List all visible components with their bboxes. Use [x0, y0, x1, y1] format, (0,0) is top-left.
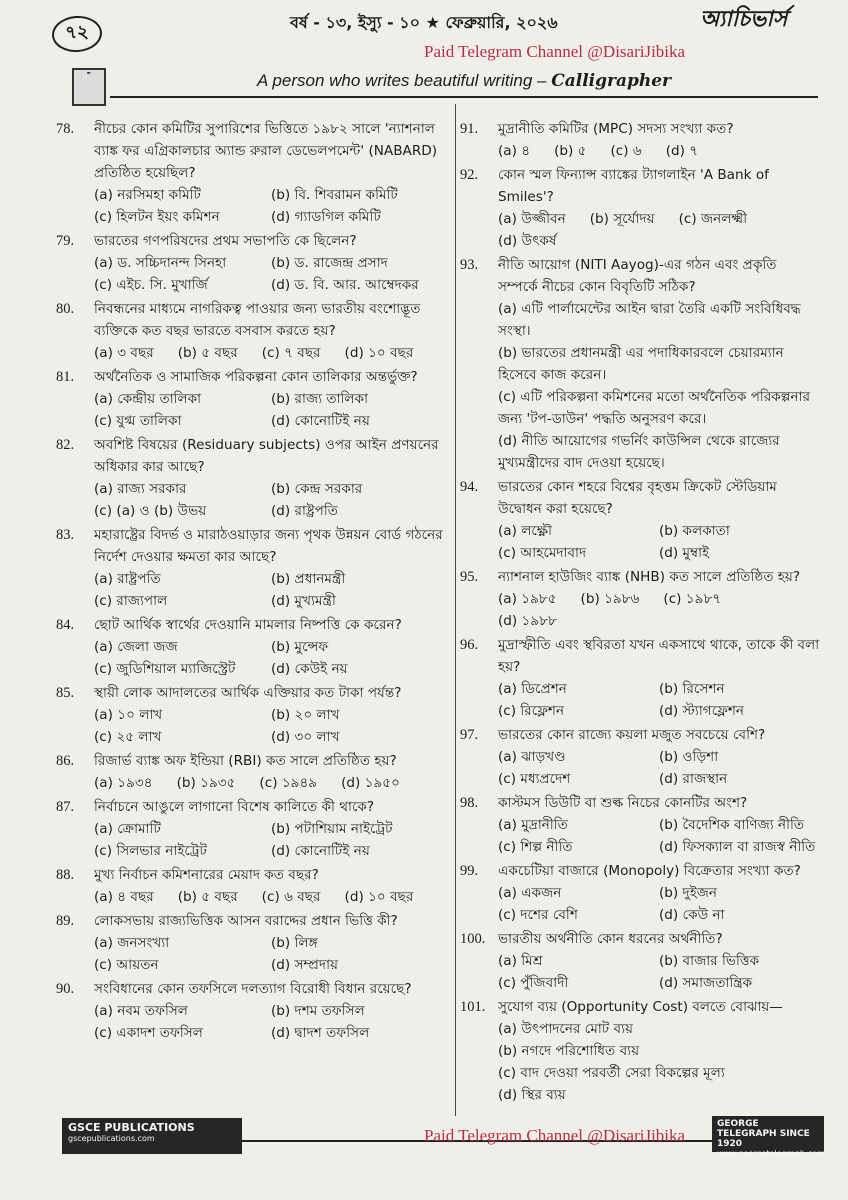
option-d: (d) ফিসক্যাল বা রাজস্ব নীতি — [659, 839, 816, 855]
option-b: (b) বৈদেশিক বাণিজ্য নীতি — [659, 817, 805, 833]
options-list — [498, 1018, 820, 1106]
options-list — [498, 814, 820, 858]
question-number: 99. — [460, 863, 479, 879]
options-list — [498, 746, 820, 790]
option-d: (d) সমাজতান্ত্রিক — [659, 975, 753, 991]
option-d: (d) রাষ্ট্রপতি — [271, 503, 338, 519]
question-item — [56, 434, 448, 522]
question-number: 101. — [460, 999, 486, 1015]
question-text: মহারাষ্ট্রের বিদর্ভ ও মারাঠওয়াড়ার জন্য পৃথক উন্নয়ন বোর্ড গঠনের নির্দেশ দেওয়ার ক্ষমতা কার আছে? — [94, 527, 443, 565]
question-text: নীতি আয়োগ (NITI Aayog)-এর গঠন এবং প্রকৃতি সম্পর্কে নীচের কোন বিবৃতিটি সঠিক? — [498, 257, 777, 295]
question-item — [460, 634, 820, 722]
footer-right-logo — [712, 1116, 825, 1158]
question-text: ন্যাশনাল হাউজিং ব্যাঙ্ক (NHB) কত সালে প্রতিষ্ঠিত হয়? — [498, 569, 801, 585]
question-item — [56, 864, 448, 908]
option-a: (a) নরসিমহা কমিটি — [94, 187, 201, 203]
question-item — [56, 910, 448, 976]
options-list — [94, 478, 448, 522]
option-d: (d) ড. বি. আর. আম্বেদকর — [271, 277, 419, 293]
option-c: (c) যুগ্ম তালিকা — [94, 413, 182, 429]
question-item — [56, 524, 448, 612]
option-c: (c) হিলটন ইয়ং কমিশন — [94, 209, 220, 225]
question-number: 84. — [56, 617, 75, 633]
option-d: (d) ১০ বছর — [344, 345, 414, 361]
question-text: অর্থনৈতিক ও সামাজিক পরিকল্পনা কোন তালিকার অন্তর্ভুক্ত? — [94, 369, 418, 385]
magazine-brand: অ্যাচিভার্স — [700, 6, 788, 32]
option-a: (a) রাষ্ট্রপতি — [94, 571, 161, 587]
question-number: 82. — [56, 437, 75, 453]
question-number: 98. — [460, 795, 479, 811]
question-text: সংবিধানের কোন তফসিলে দলত্যাগ বিরোধী বিধান রয়েছে? — [94, 981, 412, 997]
option-c: (c) দশের বেশি — [498, 907, 578, 923]
question-number: 87. — [56, 799, 75, 815]
question-text: কোন স্মল ফিন্যান্স ব্যাঙ্কের ট্যাগলাইন 'A Bank of Smiles'? — [498, 167, 769, 205]
option-c: (c) ৬ — [610, 143, 642, 159]
option-b: (b) মুন্সেফ — [271, 639, 329, 655]
option-a: (a) মিশ্র — [498, 953, 543, 969]
question-number: 78. — [56, 121, 75, 137]
question-item — [460, 928, 820, 994]
question-text: মুদ্রাস্ফীতি এবং স্থবিরতা যখন একসাথে থাকে, তাকে কী বলা হয়? — [498, 637, 820, 675]
question-item — [56, 796, 448, 862]
question-text: রিজার্ভ ব্যাঙ্ক অফ ইন্ডিয়া (RBI) কত সালে প্রতিষ্ঠিত হয়? — [94, 753, 397, 769]
option-a: (a) ৪ বছর — [94, 889, 154, 905]
question-item — [56, 614, 448, 680]
question-number: 93. — [460, 257, 479, 273]
option-c: (c) একাদশ তফসিল — [94, 1025, 203, 1041]
question-number: 95. — [460, 569, 479, 585]
options-list — [94, 772, 448, 794]
option-c: (c) এইচ. সি. মুখার্জি — [94, 277, 208, 293]
option-b: (b) ৫ বছর — [177, 345, 238, 361]
question-number: 83. — [56, 527, 75, 543]
options-list — [94, 388, 448, 432]
options-list — [94, 568, 448, 612]
footer-left-logo — [62, 1118, 242, 1154]
column-divider — [455, 104, 456, 1116]
tagline-text: A person who writes beautiful writing – — [257, 71, 552, 90]
left-column — [56, 118, 448, 1044]
option-a: (a) নবম তফসিল — [94, 1003, 188, 1019]
option-c: (c) আয়তন — [94, 957, 159, 973]
question-number: 90. — [56, 981, 75, 997]
footer-left-logo-text: GSCE PUBLICATIONS — [68, 1121, 195, 1134]
options-list — [498, 520, 820, 564]
option-a: (a) জেলা জজ — [94, 639, 178, 655]
option-c: (c) ১৯৮৭ — [663, 591, 722, 607]
watermark-bottom: Paid Telegram Channel @DisariJibika — [424, 1126, 686, 1145]
tagline-word: Calligrapher — [551, 71, 671, 91]
question-number: 97. — [460, 727, 479, 743]
option-c: (c) জনলক্ষ্মী — [678, 211, 748, 227]
option-b: (b) ৫ বছর — [177, 889, 238, 905]
question-item — [460, 860, 820, 926]
option-b: (b) ২০ লাখ — [271, 707, 340, 723]
option-b: (b) বি. শিবরামন কমিটি — [271, 187, 398, 203]
option-b: (b) ৫ — [554, 143, 587, 159]
question-text: একচেটিয়া বাজারে (Monopoly) বিক্রেতার সংখ্যা কত? — [498, 863, 801, 879]
option-c: (c) এটি পরিকল্পনা কমিশনের মতো অর্থনৈতিক পরিকল্পনার জন্য 'টপ-ডাউন' পদ্ধতি অনুসরণ করে। — [498, 389, 811, 427]
options-list — [94, 886, 448, 908]
option-d: (d) স্ট্যাগফ্লেশন — [659, 703, 745, 719]
option-a: (a) ১৯৩৪ — [94, 775, 153, 791]
option-d: (d) ১০ বছর — [344, 889, 414, 905]
option-b: (b) প্রধানমন্ত্রী — [271, 571, 346, 587]
question-number: 100. — [460, 931, 486, 947]
question-number: 88. — [56, 867, 75, 883]
option-a: (a) ১৯৮৫ — [498, 591, 557, 607]
option-a: (a) উজ্জীবন — [498, 211, 566, 227]
question-item — [56, 366, 448, 432]
question-text: নির্বাচনে আঙুলে লাগানো বিশেষ কালিতে কী থাকে? — [94, 799, 375, 815]
question-number: 91. — [460, 121, 479, 137]
option-c: (c) রাজ্যপাল — [94, 593, 168, 609]
option-d: (d) গ্যাডগিল কমিটি — [271, 209, 381, 225]
option-d: (d) ৭ — [665, 143, 699, 159]
options-list — [94, 252, 448, 296]
option-b: (b) রিসেশন — [659, 681, 725, 697]
option-b: (b) কেন্দ্র সরকার — [271, 481, 363, 497]
options-list — [94, 818, 448, 862]
option-a: (a) একজন — [498, 885, 562, 901]
options-list — [498, 208, 820, 252]
tagline — [110, 66, 818, 98]
footer-right-url: www.georgetelegraph.com — [717, 1149, 825, 1158]
question-text: ভারতীয় অর্থনীতি কোন ধরনের অর্থনীতি? — [498, 931, 723, 947]
options-list — [498, 882, 820, 926]
option-c: (c) (a) ও (b) উভয় — [94, 503, 207, 519]
option-a: (a) উৎপাদনের মোট ব্যয় — [498, 1021, 634, 1037]
options-list — [498, 678, 820, 722]
question-text: নীচের কোন কমিটির সুপারিশের ভিত্তিতে ১৯৮২ সালে 'ন্যাশনাল ব্যাঙ্ক ফর এগ্রিকালচার অ্যান্ড রুরাল ডেভেলপমেন্ট' (NABARD) প্রতিষ্ঠিত হয়েছিল? — [94, 121, 438, 181]
question-number: 96. — [460, 637, 479, 653]
option-c: (c) ১৯৪৯ — [259, 775, 318, 791]
option-c: (c) রিফ্লেশন — [498, 703, 565, 719]
question-item — [56, 750, 448, 794]
question-text: নিবন্ধনের মাধ্যমে নাগরিকত্ব পাওয়ার জন্য ভারতীয় বংশোদ্ভূত ব্যক্তিকে কত বছর ভারতে বসবাস করতে হয়? — [94, 301, 421, 339]
option-b: (b) দশম তফসিল — [271, 1003, 365, 1019]
question-text: মুদ্রানীতি কমিটির (MPC) সদস্য সংখ্যা কত? — [498, 121, 734, 137]
option-c: (c) পুঁজিবাদী — [498, 975, 569, 991]
watermark-top: Paid Telegram Channel @DisariJibika — [424, 42, 686, 61]
option-a: (a) ৪ — [498, 143, 531, 159]
options-list — [498, 298, 820, 474]
options-list — [94, 704, 448, 748]
question-item — [460, 724, 820, 790]
question-number: 79. — [56, 233, 75, 249]
option-a: (a) ১০ লাখ — [94, 707, 163, 723]
question-text: মুখ্য নির্বাচন কমিশনারের মেয়াদ কত বছর? — [94, 867, 319, 883]
option-a: (a) মুদ্রানীতি — [498, 817, 568, 833]
option-b: (b) দুইজন — [659, 885, 718, 901]
option-a: (a) জনসংখ্যা — [94, 935, 170, 951]
option-d: (d) নীতি আয়োগের গভর্নিং কাউন্সিল থেকে রাজ্যের মুখ্যমন্ত্রীদের বাদ দেওয়া হয়েছে। — [498, 433, 780, 471]
question-text: কাস্টমস ডিউটি বা শুল্ক নিচের কোনটির অংশ? — [498, 795, 748, 811]
option-a: (a) ক্রোমাটি — [94, 821, 161, 837]
option-b: (b) নগদে পরিশোধিত ব্যয় — [498, 1043, 640, 1059]
option-d: (d) কোনোটিই নয় — [271, 843, 370, 859]
option-d: (d) কেউই নয় — [271, 661, 348, 677]
option-b: (b) পটাশিয়াম নাইট্রেট — [271, 821, 393, 837]
option-a: (a) ৩ বছর — [94, 345, 154, 361]
options-list — [94, 1000, 448, 1044]
question-text: স্থায়ী লোক আদালতের আর্থিক এক্তিয়ার কত টাকা পর্যন্ত? — [94, 685, 402, 701]
option-a: (a) রাজ্য সরকার — [94, 481, 187, 497]
option-d: (d) সম্প্রদায় — [271, 957, 339, 973]
question-text: ভারতের কোন রাজ্যে কয়লা মজুত সবচেয়ে বেশি? — [498, 727, 766, 743]
option-d: (d) কেউ না — [659, 907, 725, 923]
option-b: (b) লিঙ্গ — [271, 935, 318, 951]
option-c: (c) ২৫ লাখ — [94, 729, 162, 745]
option-a: (a) লক্ষ্ণৌ — [498, 523, 553, 539]
option-a: (a) ঝাড়খণ্ড — [498, 749, 566, 765]
option-b: (b) ওড়িশা — [659, 749, 719, 765]
question-item — [56, 118, 448, 228]
issue-line: বর্ষ - ১৩, ইস্যু - ১০ ★ ফেব্রুয়ারি, ২০২৬ — [290, 13, 558, 32]
option-c: (c) ৭ বছর — [261, 345, 321, 361]
page-number: ৭২ — [51, 14, 103, 53]
options-list — [94, 184, 448, 228]
option-a: (a) এটি পার্লামেন্টের আইন দ্বারা তৈরি একটি সংবিধিবদ্ধ সংস্থা। — [498, 301, 801, 339]
options-list — [94, 932, 448, 976]
option-d: (d) ১৯৫০ — [341, 775, 400, 791]
question-item — [460, 996, 820, 1106]
option-b: (b) ১৯৮৬ — [580, 591, 640, 607]
options-list — [94, 342, 448, 364]
question-number: 89. — [56, 913, 75, 929]
options-list — [498, 950, 820, 994]
right-column — [460, 118, 820, 1106]
option-a: (a) কেন্দ্রীয় তালিকা — [94, 391, 202, 407]
option-b: (b) ভারতের প্রধানমন্ত্রী এর পদাধিকারবলে চেয়ারম্যান হিসেবে কাজ করেন। — [498, 345, 784, 383]
option-d: (d) ১৯৮৮ — [498, 613, 557, 629]
question-item — [460, 476, 820, 564]
option-c: (c) জুডিশিয়াল ম্যাজিস্ট্রেট — [94, 661, 236, 677]
option-c: (c) সিলভার নাইট্রেট — [94, 843, 207, 859]
options-list — [498, 140, 820, 162]
question-text: ভারতের কোন শহরে বিশ্বের বৃহত্তম ক্রিকেট স্টেডিয়াম উদ্বোধন করা হয়েছে? — [498, 479, 777, 517]
options-list — [94, 636, 448, 680]
option-d: (d) উৎকর্ষ — [498, 233, 557, 249]
option-b: (b) রাজ্য তালিকা — [271, 391, 369, 407]
question-item — [460, 792, 820, 858]
question-item — [460, 164, 820, 252]
option-d: (d) মুম্বাই — [659, 545, 710, 561]
option-b: (b) সূর্যোদয় — [589, 211, 655, 227]
option-c: (c) মধ্যপ্রদেশ — [498, 771, 571, 787]
question-number: 85. — [56, 685, 75, 701]
options-list — [498, 588, 820, 632]
question-item — [460, 566, 820, 632]
question-number: 86. — [56, 753, 75, 769]
question-number: 92. — [460, 167, 479, 183]
question-number: 80. — [56, 301, 75, 317]
question-item — [56, 230, 448, 296]
question-number: 81. — [56, 369, 75, 385]
option-d: (d) দ্বাদশ তফসিল — [271, 1025, 370, 1041]
question-text: সুযোগ ব্যয় (Opportunity Cost) বলতে বোঝায়— — [498, 999, 783, 1015]
option-a: (a) ডিপ্রেশন — [498, 681, 567, 697]
option-b: (b) বাজার ভিত্তিক — [659, 953, 760, 969]
question-item — [56, 682, 448, 748]
footer-left-url: gscepublications.com — [68, 1134, 155, 1143]
footer-right-logo-text: GEORGE TELEGRAPH SINCE 1920 — [717, 1119, 810, 1149]
option-b: (b) কলকাতা — [659, 523, 730, 539]
question-text: ভারতের গণপরিষদের প্রথম সভাপতি কে ছিলেন? — [94, 233, 357, 249]
option-d: (d) রাজস্থান — [659, 771, 728, 787]
calligraphy-icon: ✒ — [72, 68, 106, 106]
question-text: লোকসভায় রাজ্যভিত্তিক আসন বরাদ্দের প্রধান ভিত্তি কী? — [94, 913, 398, 929]
option-a: (a) ড. সচ্চিদানন্দ সিনহা — [94, 255, 227, 271]
question-item — [56, 978, 448, 1044]
option-c: (c) বাদ দেওয়া পরবর্তী সেরা বিকল্পের মূল্য — [498, 1065, 725, 1081]
question-text: ছোট আর্থিক স্বার্থের দেওয়ানি মামলার নিষ্পত্তি কে করেন? — [94, 617, 402, 633]
question-text: অবশিষ্ট বিষয়ের (Residuary subjects) ওপর আইন প্রণয়নের অধিকার কার আছে? — [94, 437, 439, 475]
option-b: (b) ড. রাজেন্দ্র প্রসাদ — [271, 255, 388, 271]
question-number: 94. — [460, 479, 479, 495]
option-c: (c) ৬ বছর — [261, 889, 321, 905]
question-item — [56, 298, 448, 364]
question-item — [460, 254, 820, 474]
option-c: (c) শিল্প নীতি — [498, 839, 573, 855]
option-d: (d) মুখ্যমন্ত্রী — [271, 593, 336, 609]
question-item — [460, 118, 820, 162]
option-d: (d) কোনোটিই নয় — [271, 413, 370, 429]
option-d: (d) ৩০ লাখ — [271, 729, 340, 745]
option-b: (b) ১৯৩৫ — [176, 775, 236, 791]
option-d: (d) স্থির ব্যয় — [498, 1087, 566, 1103]
option-c: (c) আহমেদাবাদ — [498, 545, 587, 561]
